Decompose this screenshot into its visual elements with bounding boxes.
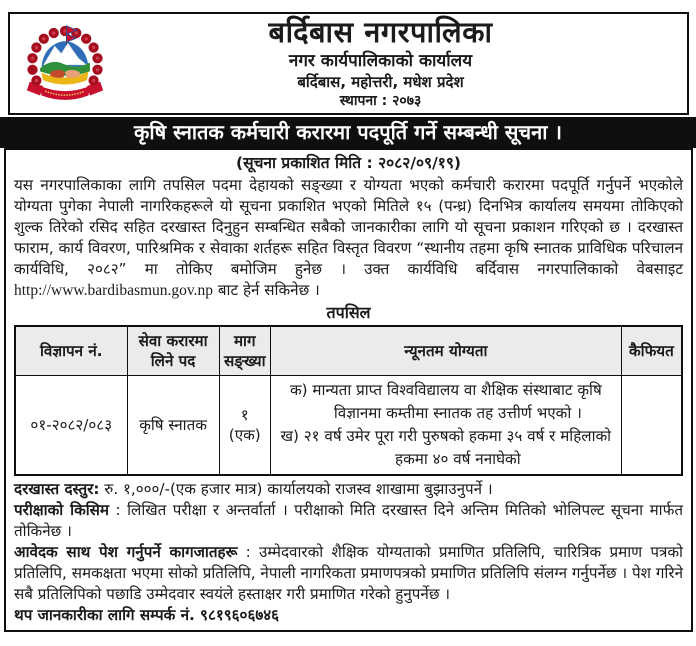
cell-qualifications — [270, 376, 621, 476]
col-post: सेवा करारमा लिने पद — [127, 326, 219, 376]
fee-note — [14, 479, 683, 500]
schedule-heading: तपसिल — [326, 303, 371, 322]
documents-text: : उम्मेदवारको शैक्षिक योग्यताको प्रमाणित प्रतिलिपि, चारित्रिक प्रमाण पत्रको प्रतिलिपि, समकक्षता भएमा सोको प्रतिलिपि, नेपाली नागरिकता प्रमाणपत्रको प्रमाणित प्रतिलिपि संलग्न गर्नुपर्नेछ । पेश गरिने सबै प्रतिलिपिको पछाडि उम्मेदवार स्वयंले हस्ताक्षर गरी प्रमाणित गरेको हुनुपर्नेछ । — [14, 543, 683, 603]
contact-lead: थप जानकारीका लागि सम्पर्क नं. ९८१९६०६७४६ — [14, 606, 280, 624]
notice-paragraph — [14, 175, 683, 301]
cell-post: कृषि स्नातक — [127, 376, 219, 476]
published-date: (सूचना प्रकाशित मिति : २०८२/०९/१९) — [236, 154, 461, 172]
qualification-item: ख) २१ वर्ष उमेर पूरा गरी पुरुषको हकमा ३५ वर्ष र महिलाको हकमा ४० वर्ष ननाघेको — [280, 427, 612, 468]
notice-body — [4, 148, 693, 632]
letterhead-text — [114, 14, 647, 111]
col-min-qualification: न्यूनतम योग्यता — [270, 326, 621, 376]
documents-note — [14, 542, 683, 605]
cell-quantity: १ (एक) — [219, 376, 270, 476]
letterhead — [8, 12, 689, 115]
exam-type-note — [14, 500, 683, 542]
col-remarks: कैफियत — [621, 326, 682, 376]
exam-type-lead: परीक्षाको किसिम — [14, 501, 110, 519]
documents-lead: आवेदक साथ पेश गर्नुपर्ने कागजातहरू — [14, 543, 238, 561]
table-header-row — [15, 326, 682, 376]
website-url: http://www.bardibasmun.gov.np — [14, 282, 214, 299]
col-quantity: माग सङ्ख्या — [219, 326, 270, 376]
fee-note-lead: दरखास्त दस्तुर: — [14, 480, 100, 498]
office-address: बर्दिबास, महोत्तरी, मधेश प्रदेश — [297, 73, 464, 91]
cell-remarks — [621, 376, 682, 476]
fee-note-text: रु. १,०००/-(एक हजार मात्र) कार्यालयको राजस्व शाखामा बुझाउनुपर्ने । — [99, 480, 493, 498]
qualification-item: क) मान्यता प्राप्त विश्वविद्यालय वा शैक्षिक संस्थाबाट कृषि विज्ञानमा कम्तीमा स्नातक तह उत्तीर्ण भएको । — [289, 381, 602, 422]
notice-footnotes — [14, 479, 683, 626]
contact-note — [14, 605, 683, 626]
col-advertisement-no: विज्ञापन नं. — [15, 326, 127, 376]
table-row — [15, 376, 682, 476]
municipality-title: बर्दिबास नगरपालिका — [268, 15, 493, 49]
exam-type-text: : लिखित परीक्षा र अन्तर्वार्ता । परीक्षाको मिति दरखास्त दिने अन्तिम मितिको भोलिपल्ट सूचना मार्फत तोकिनेछ । — [14, 501, 683, 540]
notice-text-before-url: यस नगरपालिकाका लागि तपसिल पदमा देहायको सङ्ख्या र योग्यता भएको कर्मचारी करारमा पदपूर्ति गर्नुपर्ने भएकोले योग्यता पुगेका नेपाली नागरिकहरूले यो सूचना प्रकाशित भएको मितिले १५ (पन्ध्र) दिनभित्र कार्यालय समयमा तोकिएको शुल्क तिरेको रसिद सहित दरखास्त दिनुहुन सम्बन्धित सबैको जानकारीका लागि यो सूचना प्रकाशन गरिएको छ । दरखास्त फाराम, कार्य विवरण, पारिश्रमिक र सेवाका शर्तहरू सहित विस्तृत विवरण “स्थानीय तहमा कृषि स्नातक प्राविधिक परिचालन कार्यविधि, २०८२” मा तोकिए बमोजिम हुनेछ । उक्त कार्यविधि बर्दिवास नगरपालिकाको वेबसाइट — [14, 176, 683, 278]
notice-title-banner: कृषि स्नातक कर्मचारी करारमा पदपूर्ति गर्ने सम्बन्धी सूचना । — [0, 117, 696, 148]
notice-text-after-url: बाट हेर्न सकिनेछ । — [213, 281, 320, 299]
office-name: नगर कार्यपालिकाको कार्यालय — [288, 51, 473, 71]
cell-advertisement-no: ०१-२०८२/०८३ — [15, 376, 127, 476]
establishment-year: स्थापना : २०७३ — [339, 93, 422, 109]
nepal-coat-of-arms-icon — [18, 20, 112, 108]
vacancy-table — [14, 325, 683, 476]
